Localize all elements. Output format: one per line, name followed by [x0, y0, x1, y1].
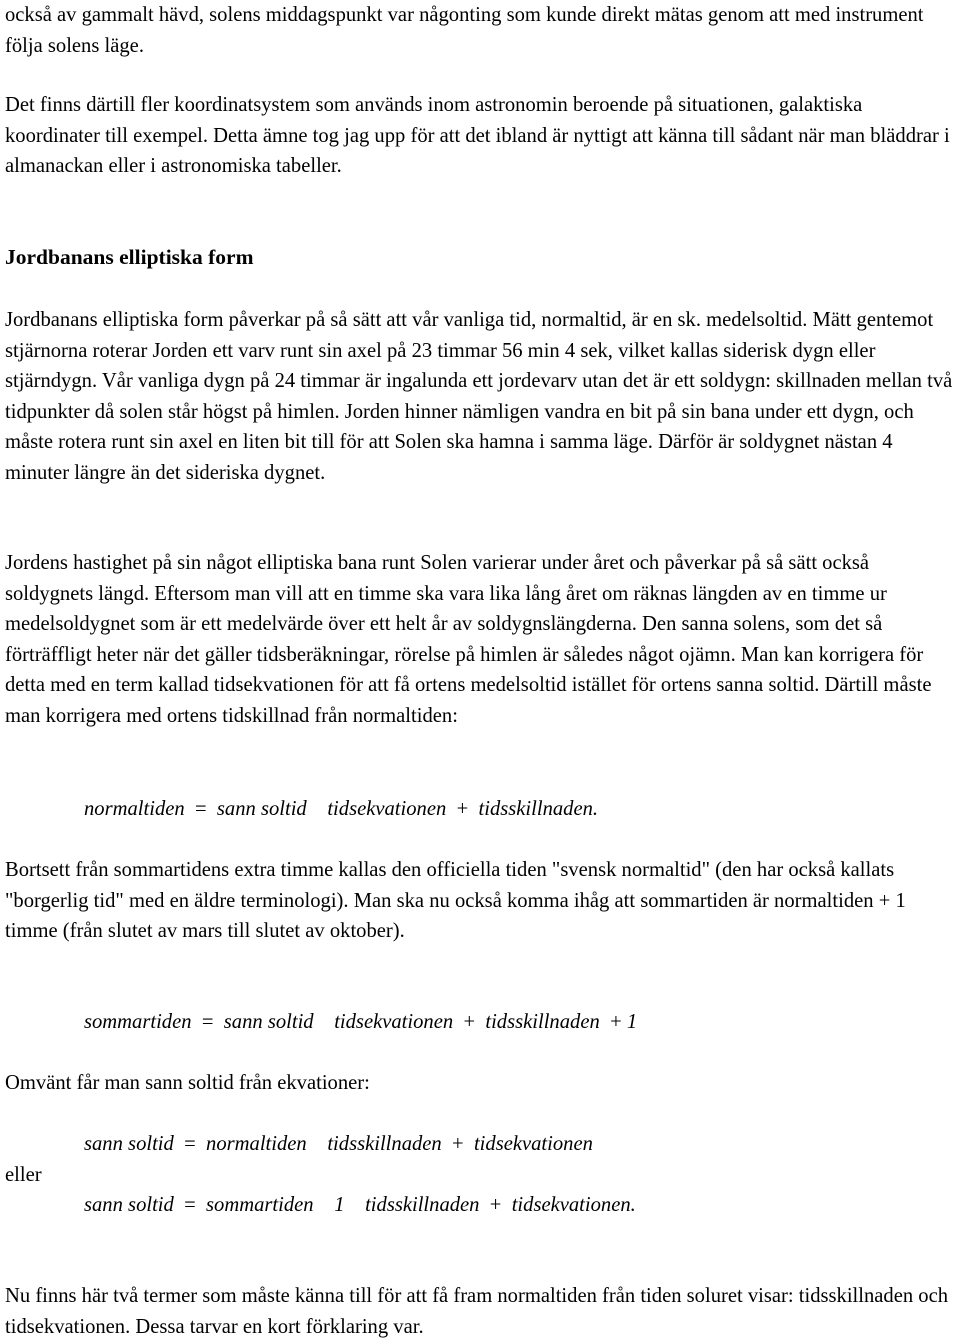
- formula-term: 1: [334, 1194, 345, 1216]
- paragraph-coordinate-systems: Det finns därtill fler koordinatsystem som används inom astronomin beroende på situationen, galaktiska koordinater till exempel. Detta ämne tog jag upp för att det ibland är nyttigt att känna till sådant när man bläddrar i almanackan eller i astronomiska tabeller.: [5, 94, 950, 178]
- formula-term: sann soltid: [216, 798, 307, 820]
- formula-normaltiden: [84, 794, 598, 825]
- formula-operator: +: [489, 1194, 502, 1216]
- formula-term: tidsskillnaden: [485, 1011, 600, 1033]
- paragraph-elliptical-orbit: Jordbanans elliptiska form påverkar på så sätt att vår vanliga tid, normaltid, är en sk. medelsoltid. Mätt gentemot stjärnorna roterar Jorden ett varv runt sin axel på 23 timmar 56 min 4 sek, vilket kallas siderisk dygn eller stjärndygn. Vår vanliga dygn på 24 timmar är ingalunda ett jordevarv utan det är ett soldygn: skillnaden mellan två tidpunkter då solen står högst på himlen. Jorden hinner nämligen vandra en bit på sin bana under ett dygn, och måste rotera runt sin axel en liten bit till för att Solen ska hamna i samma läge. Därför är soldygnet nästan 4 minuter längre än det sideriska dygnet.: [5, 309, 953, 484]
- formula-term: tidsskillnaden: [327, 1133, 442, 1155]
- section-heading: Jordbanans elliptiska form: [5, 245, 254, 269]
- formula-operator: +: [610, 1011, 622, 1033]
- formula-operator: +: [456, 798, 469, 820]
- formula-term: sommartiden: [84, 1011, 192, 1033]
- paragraph-conclusion: Nu finns här två termer som måste känna till för att få fram normaltiden från tiden soluret visar: tidsskillnaden och tidsekvationen. Dessa tarvar en kort förklaring var.: [5, 1285, 949, 1338]
- formula-operator: =: [201, 1011, 214, 1033]
- paragraph-summer-time: Bortsett från sommartidens extra timme kallas den officiella tiden "svensk normaltid" (den har också kallats "borgerlig tid" med en äldre terminologi). Man ska nu också komma ihåg att sommartiden är normaltiden + 1 timme (från slutet av mars till slutet av oktober).: [5, 859, 906, 943]
- formula-sommartiden: [84, 1007, 637, 1038]
- paragraph-earth-speed: Jordens hastighet på sin något elliptiska bana runt Solen varierar under året och påverkar på så sätt också soldygnets längd. Eftersom man vill att en timme ska vara lika lång året om räknas längden av en timme ur medelsoldygnet som är ett medelvärde över ett helt år av soldygnslängderna. Den sanna solens, som det så förträffligt heter när det gäller tidsberäkningar, rörelse på himlen är således något ojämn. Man kan korrigera för detta med en term kallad tidsekvationen för att få ortens medelsoltid istället för ortens sanna soltid. Därtill måste man korrigera med ortens tidskillnad från normaltiden:: [5, 552, 932, 727]
- formula-term: tidsskillnaden: [365, 1194, 480, 1216]
- formula-term: normaltiden: [206, 1133, 307, 1155]
- formula-term: sann soltid: [84, 1194, 174, 1216]
- formula-term: tidsekvationen: [473, 1133, 593, 1155]
- formula-term: sommartiden: [206, 1194, 314, 1216]
- formula-term: normaltiden: [84, 798, 185, 820]
- formula-operator: +: [463, 1011, 476, 1033]
- eller-label: eller: [5, 1164, 42, 1186]
- formula-sann-soltid-1: [84, 1129, 593, 1160]
- formula-operator: =: [184, 1133, 196, 1155]
- formula-term: 1: [626, 1011, 638, 1033]
- formula-operator: +: [452, 1133, 464, 1155]
- paragraph-intro: också av gammalt hävd, solens middagspunkt var någonting som kunde direkt mätas genom att med instrument följa solens läge.: [5, 4, 924, 57]
- formula-term: tidsskillnaden.: [478, 798, 599, 820]
- formula-operator: =: [184, 1194, 196, 1216]
- formula-term: tidsekvationen: [327, 798, 447, 820]
- formula-term: tidsekvationen.: [511, 1194, 636, 1216]
- paragraph-inverse: Omvänt får man sann soltid från ekvationer:: [5, 1072, 370, 1094]
- formula-term: sann soltid: [84, 1133, 174, 1155]
- formula-operator: =: [194, 798, 207, 820]
- formula-term: sann soltid: [223, 1011, 314, 1033]
- formula-term: tidsekvationen: [334, 1011, 454, 1033]
- formula-sann-soltid-2: [84, 1190, 636, 1221]
